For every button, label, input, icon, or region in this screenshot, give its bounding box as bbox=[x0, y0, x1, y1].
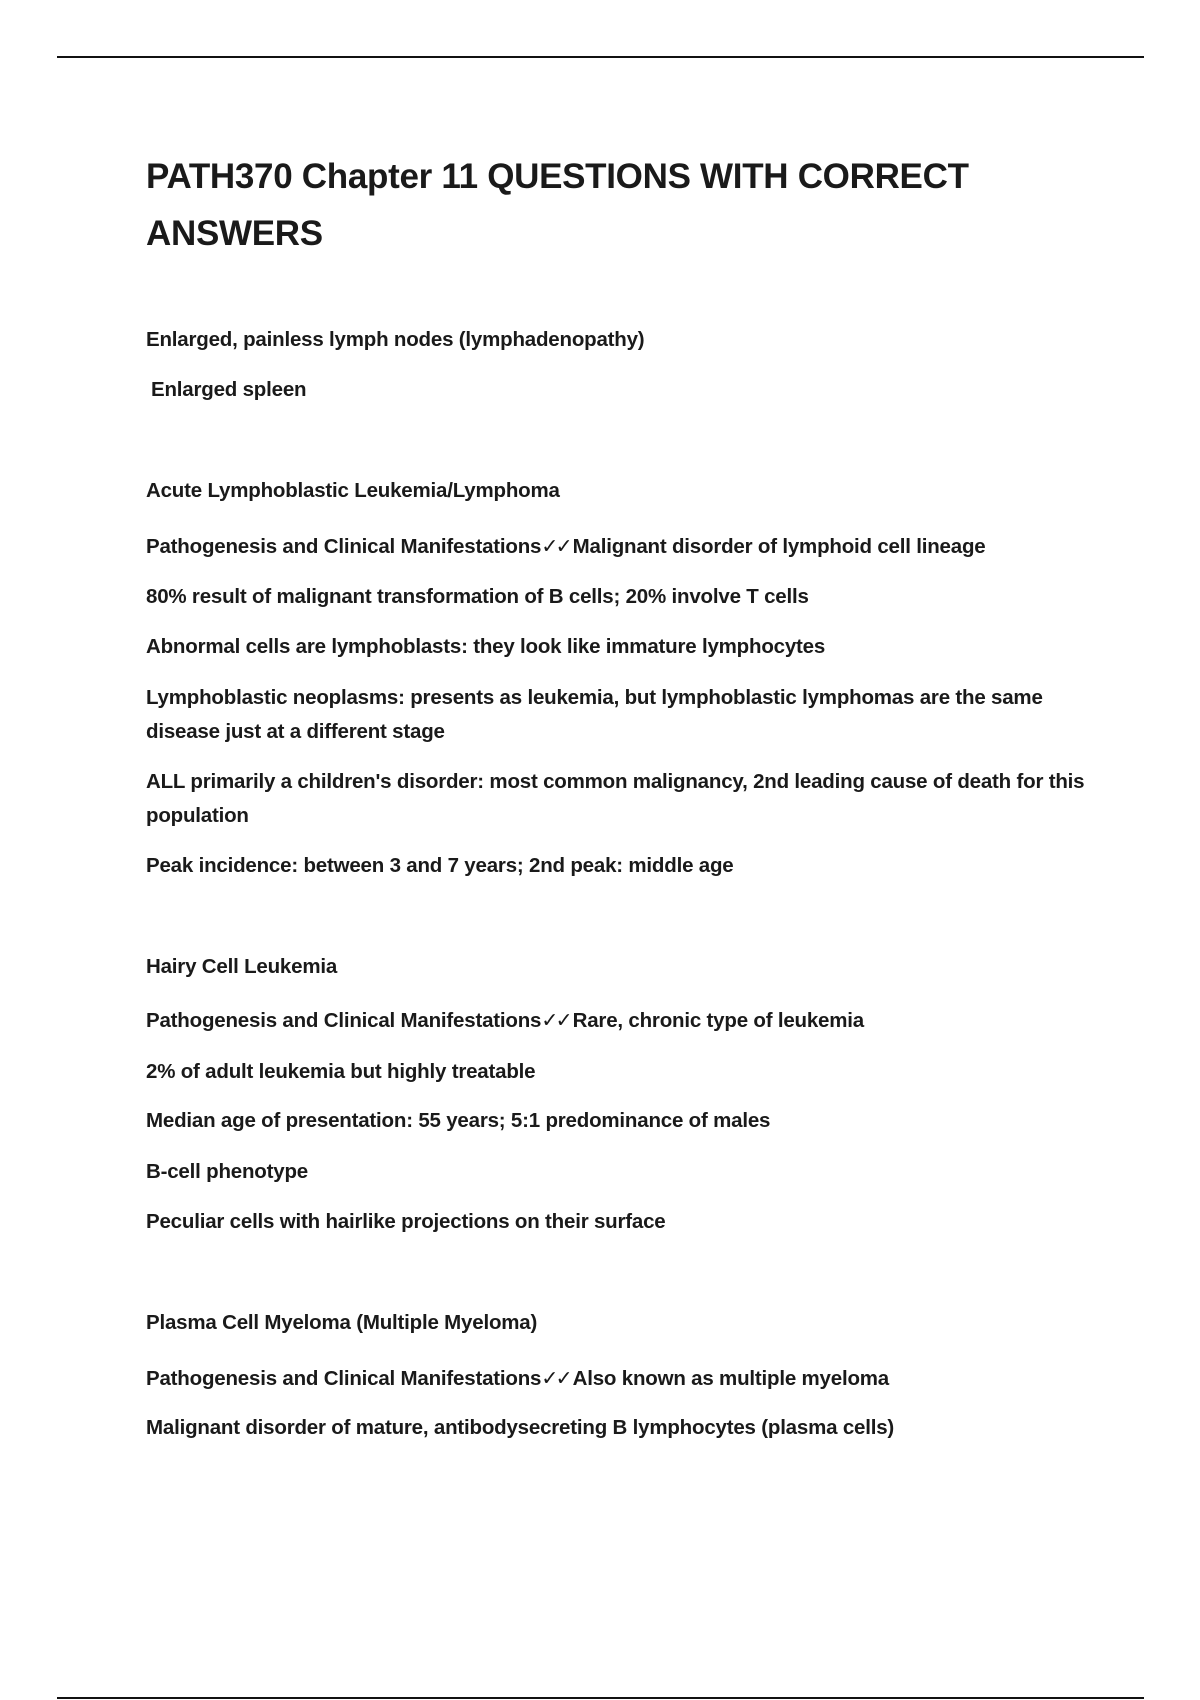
detail-line: ALL primarily a children's disorder: most common malignancy, 2nd leading cause of death for this population bbox=[146, 770, 1085, 827]
question-answer-line bbox=[146, 1361, 1086, 1396]
question-label: Pathogenesis and Clinical Manifestations bbox=[146, 1367, 542, 1390]
check-mark-icon: ✓✓ bbox=[541, 1008, 570, 1032]
detail-line: 2% of adult leukemia but highly treatable bbox=[146, 1060, 536, 1083]
question-answer-line bbox=[146, 1003, 1086, 1038]
intro-line: Enlarged spleen bbox=[151, 378, 307, 401]
question-answer-line bbox=[146, 529, 1086, 564]
detail-line: Abnormal cells are lymphoblasts: they look like immature lymphocytes bbox=[146, 635, 826, 658]
question-label: Pathogenesis and Clinical Manifestations bbox=[146, 535, 542, 558]
answer-text: Malignant disorder of lymphoid cell lineage bbox=[572, 535, 986, 558]
intro-line: Enlarged, painless lymph nodes (lymphadenopathy) bbox=[146, 328, 645, 351]
section-heading: Hairy Cell Leukemia bbox=[146, 955, 338, 978]
detail-line: B-cell phenotype bbox=[146, 1160, 308, 1183]
detail-line: Malignant disorder of mature, antibodysecreting B lymphocytes (plasma cells) bbox=[146, 1416, 895, 1439]
detail-line: Peculiar cells with hairlike projections on their surface bbox=[146, 1210, 666, 1233]
top-divider bbox=[57, 56, 1144, 58]
answer-text: Rare, chronic type of leukemia bbox=[572, 1009, 864, 1032]
detail-line: Peak incidence: between 3 and 7 years; 2nd peak: middle age bbox=[146, 854, 734, 877]
detail-line: Median age of presentation: 55 years; 5:1 predominance of males bbox=[146, 1109, 771, 1132]
answer-text: Also known as multiple myeloma bbox=[572, 1367, 890, 1390]
check-mark-icon: ✓✓ bbox=[541, 1366, 570, 1390]
check-mark-icon: ✓✓ bbox=[541, 534, 570, 558]
section-heading: Acute Lymphoblastic Leukemia/Lymphoma bbox=[146, 479, 560, 502]
detail-line: Lymphoblastic neoplasms: presents as leukemia, but lymphoblastic lymphomas are the same disease just at a different stage bbox=[146, 686, 1043, 743]
question-label: Pathogenesis and Clinical Manifestations bbox=[146, 1009, 542, 1032]
section-heading: Plasma Cell Myeloma (Multiple Myeloma) bbox=[146, 1311, 538, 1334]
document-title: PATH370 Chapter 11 QUESTIONS WITH CORRECT ANSWERS bbox=[146, 157, 969, 253]
detail-line: 80% result of malignant transformation of B cells; 20% involve T cells bbox=[146, 585, 809, 608]
bottom-divider bbox=[57, 1697, 1144, 1699]
